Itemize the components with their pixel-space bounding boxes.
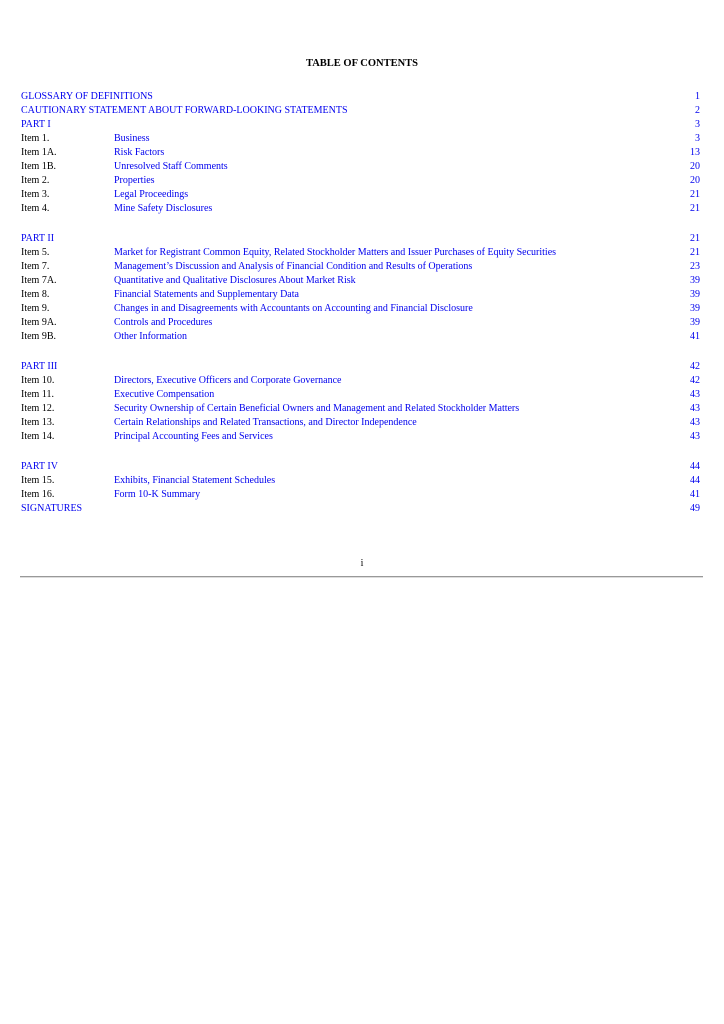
toc-row-signatures bbox=[21, 502, 700, 516]
toc-link-market-risk[interactable]: Quantitative and Qualitative Disclosures About Market Risk bbox=[114, 275, 356, 286]
toc-row bbox=[21, 374, 700, 388]
toc-link-financial-statements[interactable]: Financial Statements and Supplementary Data bbox=[114, 289, 299, 300]
toc-link-executive-compensation[interactable]: Executive Compensation bbox=[114, 389, 215, 400]
toc-link-part-ii[interactable]: PART II bbox=[21, 233, 55, 244]
page-number: i bbox=[360, 558, 364, 569]
toc-row bbox=[21, 416, 700, 430]
toc-page-link[interactable]: 39 bbox=[690, 317, 700, 328]
toc-page-link[interactable]: 3 bbox=[695, 119, 700, 130]
toc-row bbox=[21, 188, 700, 202]
toc-row bbox=[21, 260, 700, 274]
toc-row-part-iv bbox=[21, 460, 700, 474]
item-number: Item 3. bbox=[21, 189, 50, 200]
table-of-contents bbox=[21, 90, 700, 516]
toc-link-changes-disagreements[interactable]: Changes in and Disagreements with Accountants on Accounting and Financial Disclosure bbox=[114, 303, 473, 314]
toc-link-mine-safety-disclosures[interactable]: Mine Safety Disclosures bbox=[114, 203, 213, 214]
item-number: Item 10. bbox=[21, 375, 55, 386]
toc-row bbox=[21, 202, 700, 216]
toc-link-form-10k-summary[interactable]: Form 10-K Summary bbox=[114, 489, 201, 500]
toc-row bbox=[21, 132, 700, 146]
item-number: Item 1. bbox=[21, 133, 50, 144]
toc-row bbox=[21, 316, 700, 330]
toc-page-link[interactable]: 13 bbox=[690, 147, 700, 158]
toc-row bbox=[21, 430, 700, 444]
toc-link-cautionary-statement[interactable]: CAUTIONARY STATEMENT ABOUT FORWARD-LOOKING STATEMENTS bbox=[21, 105, 348, 116]
toc-link-accounting-fees[interactable]: Principal Accounting Fees and Services bbox=[114, 431, 273, 442]
toc-page-link[interactable]: 39 bbox=[690, 303, 700, 314]
toc-page-link[interactable]: 43 bbox=[690, 403, 700, 414]
toc-row bbox=[21, 330, 700, 344]
toc-link-glossary[interactable]: GLOSSARY OF DEFINITIONS bbox=[21, 91, 153, 102]
toc-page-link[interactable]: 21 bbox=[690, 233, 700, 244]
item-number: Item 9. bbox=[21, 303, 50, 314]
toc-link-signatures[interactable]: SIGNATURES bbox=[21, 503, 83, 514]
toc-link-part-iv[interactable]: PART IV bbox=[21, 461, 58, 472]
item-number: Item 7. bbox=[21, 261, 50, 272]
toc-row bbox=[21, 488, 700, 502]
toc-link-controls-procedures[interactable]: Controls and Procedures bbox=[114, 317, 213, 328]
toc-page-link[interactable]: 21 bbox=[690, 247, 700, 258]
toc-page-link[interactable]: 44 bbox=[690, 461, 700, 472]
page-title: TABLE OF CONTENTS bbox=[305, 58, 419, 69]
toc-page-link[interactable]: 39 bbox=[690, 289, 700, 300]
page-divider bbox=[20, 576, 703, 578]
toc-row bbox=[21, 402, 700, 416]
toc-row-part-ii bbox=[21, 232, 700, 246]
item-number: Item 14. bbox=[21, 431, 55, 442]
toc-link-security-ownership[interactable]: Security Ownership of Certain Beneficial Owners and Management and Related Stockholder Matters bbox=[114, 403, 520, 414]
toc-page-link[interactable]: 43 bbox=[690, 389, 700, 400]
toc-link-business[interactable]: Business bbox=[114, 133, 150, 144]
toc-page-link[interactable]: 20 bbox=[690, 175, 700, 186]
toc-link-part-iii[interactable]: PART III bbox=[21, 361, 58, 372]
item-number: Item 9B. bbox=[21, 331, 56, 342]
toc-link-exhibits[interactable]: Exhibits, Financial Statement Schedules bbox=[114, 475, 276, 486]
item-number: Item 15. bbox=[21, 475, 55, 486]
toc-row bbox=[21, 160, 700, 174]
toc-link-risk-factors[interactable]: Risk Factors bbox=[114, 147, 165, 158]
item-number: Item 1A. bbox=[21, 147, 57, 158]
toc-row bbox=[21, 474, 700, 488]
item-number: Item 5. bbox=[21, 247, 50, 258]
toc-row-part-iii bbox=[21, 360, 700, 374]
item-number: Item 11. bbox=[21, 389, 54, 400]
toc-page-link[interactable]: 20 bbox=[690, 161, 700, 172]
toc-row-cautionary bbox=[21, 104, 700, 118]
toc-link-legal-proceedings[interactable]: Legal Proceedings bbox=[114, 189, 189, 200]
toc-page-link[interactable]: 42 bbox=[690, 361, 700, 372]
toc-page-link[interactable]: 44 bbox=[690, 475, 700, 486]
toc-page-link[interactable]: 41 bbox=[690, 489, 700, 500]
toc-row bbox=[21, 246, 700, 260]
toc-row bbox=[21, 388, 700, 402]
toc-page-link[interactable]: 21 bbox=[690, 203, 700, 214]
toc-row-glossary bbox=[21, 90, 700, 104]
toc-link-unresolved-staff-comments[interactable]: Unresolved Staff Comments bbox=[114, 161, 228, 172]
toc-row bbox=[21, 146, 700, 160]
toc-page-link[interactable]: 43 bbox=[690, 417, 700, 428]
toc-page-link[interactable]: 39 bbox=[690, 275, 700, 286]
toc-link-mdna[interactable]: Management’s Discussion and Analysis of Financial Condition and Results of Operations bbox=[114, 261, 473, 272]
toc-page-link[interactable]: 21 bbox=[690, 189, 700, 200]
toc-page-link[interactable]: 23 bbox=[690, 261, 700, 272]
toc-page-link[interactable]: 43 bbox=[690, 431, 700, 442]
toc-row bbox=[21, 288, 700, 302]
toc-page-link[interactable]: 42 bbox=[690, 375, 700, 386]
toc-row bbox=[21, 274, 700, 288]
toc-page-link[interactable]: 49 bbox=[690, 503, 700, 514]
item-number: Item 16. bbox=[21, 489, 55, 500]
toc-link-certain-relationships[interactable]: Certain Relationships and Related Transactions, and Director Independence bbox=[114, 417, 417, 428]
item-number: Item 9A. bbox=[21, 317, 57, 328]
toc-link-directors-officers[interactable]: Directors, Executive Officers and Corporate Governance bbox=[114, 375, 342, 386]
toc-link-part-i[interactable]: PART I bbox=[21, 119, 51, 130]
toc-page-link[interactable]: 1 bbox=[695, 91, 700, 102]
toc-row bbox=[21, 302, 700, 316]
toc-row-part-i bbox=[21, 118, 700, 132]
item-number: Item 7A. bbox=[21, 275, 57, 286]
item-number: Item 8. bbox=[21, 289, 50, 300]
toc-page-link[interactable]: 3 bbox=[695, 133, 700, 144]
toc-link-market-for-registrant-equity[interactable]: Market for Registrant Common Equity, Related Stockholder Matters and Issuer Purchases of Equity Securities bbox=[114, 247, 557, 258]
toc-link-properties[interactable]: Properties bbox=[114, 175, 155, 186]
item-number: Item 1B. bbox=[21, 161, 56, 172]
item-number: Item 2. bbox=[21, 175, 50, 186]
toc-row bbox=[21, 174, 700, 188]
toc-page-link[interactable]: 41 bbox=[690, 331, 700, 342]
item-number: Item 4. bbox=[21, 203, 50, 214]
toc-link-other-information[interactable]: Other Information bbox=[114, 331, 188, 342]
item-number: Item 12. bbox=[21, 403, 55, 414]
item-number: Item 13. bbox=[21, 417, 55, 428]
toc-page-link[interactable]: 2 bbox=[695, 105, 700, 116]
